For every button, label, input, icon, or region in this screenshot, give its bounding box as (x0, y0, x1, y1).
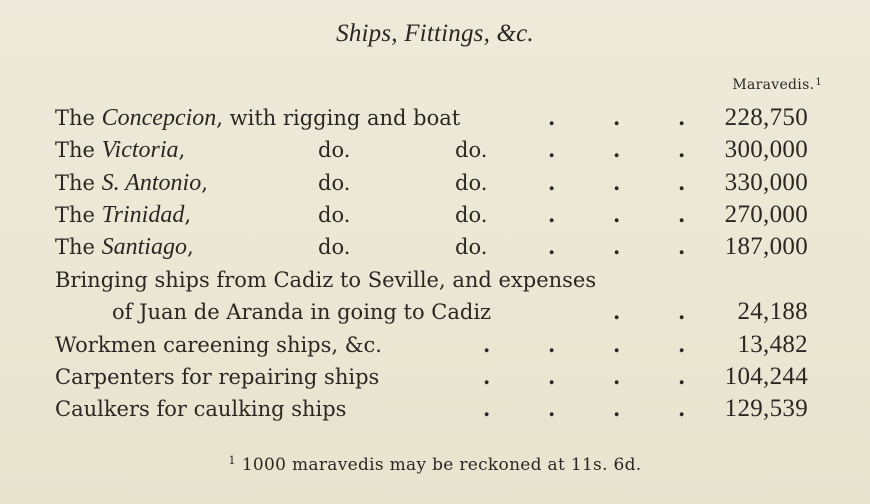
leader-dot: . (613, 105, 621, 130)
amount-cell: 330,000 (724, 169, 808, 196)
ship-name: Trinidad (101, 202, 185, 228)
ledger-row-transport-line1 (0, 264, 870, 296)
ship-entry (55, 199, 191, 231)
item-label-continued: of Juan de Aranda in going to Cadiz (112, 300, 492, 324)
leader-dot: . (678, 332, 686, 357)
leader-dot: . (678, 202, 686, 227)
leader-dot: . (483, 364, 491, 389)
item-label: Carpenters for repairing ships (55, 365, 380, 389)
ledger-row-santiago (0, 231, 870, 263)
amount-cell: 129,539 (724, 395, 808, 422)
ditto-mark: do. (318, 203, 351, 227)
leader-dot: . (613, 202, 621, 227)
ship-prefix: The (55, 106, 102, 130)
footnote-text: 1000 maravedis may be reckoned at 11s. 6d. (241, 455, 642, 475)
leader-dot: . (548, 170, 556, 195)
amount-cell: 13,482 (737, 331, 808, 358)
ship-description: , (186, 235, 194, 259)
leader-dot: . (613, 299, 621, 324)
ledger-row-transport-line2 (0, 296, 870, 328)
amount-cell: 228,750 (724, 104, 808, 131)
ship-prefix: The (55, 138, 102, 162)
amount-cell: 187,000 (724, 233, 808, 260)
ditto-mark: do. (455, 171, 488, 195)
footnote-mark: 1 (228, 454, 236, 467)
leader-dot: . (613, 364, 621, 389)
amount-cell: 104,244 (724, 363, 808, 390)
ditto-mark: do. (455, 138, 488, 162)
column-header-label: Maravedis. (732, 77, 815, 93)
leader-dot: . (613, 137, 621, 162)
footnote (0, 454, 870, 475)
ship-prefix: The (55, 235, 102, 259)
ship-description: , (184, 203, 192, 227)
leader-dot: . (678, 364, 686, 389)
ship-description: , with rigging and boat (216, 106, 461, 130)
leader-dot: . (483, 332, 491, 357)
leader-dot: . (678, 299, 686, 324)
leader-dot: . (483, 396, 491, 421)
leader-dot: . (548, 137, 556, 162)
ledger-row-workmen (0, 329, 870, 361)
leader-dot: . (548, 202, 556, 227)
leader-dot: . (548, 332, 556, 357)
leader-dot: . (613, 396, 621, 421)
amount-cell: 300,000 (724, 136, 808, 163)
ledger-row-victoria (0, 134, 870, 166)
leader-dot: . (548, 105, 556, 130)
leader-dot: . (678, 396, 686, 421)
ship-name: Concepcion (101, 105, 217, 131)
leader-dot: . (678, 105, 686, 130)
leader-dot: . (678, 137, 686, 162)
ship-entry (55, 231, 194, 263)
leader-dot: . (678, 234, 686, 259)
ditto-mark: do. (318, 138, 351, 162)
leader-dot: . (548, 234, 556, 259)
column-header-maravedis (732, 77, 822, 93)
leader-dot: . (613, 234, 621, 259)
ditto-mark: do. (455, 235, 488, 259)
ledger-row-s-antonio (0, 167, 870, 199)
ship-name: Santiago (101, 234, 187, 260)
ditto-mark: do. (455, 203, 488, 227)
ship-name: S. Antonio (101, 170, 202, 196)
ship-description: , (201, 171, 208, 195)
ship-entry (55, 102, 460, 134)
item-label: Bringing ships from Cadiz to Seville, and expenses (55, 268, 597, 292)
ledger-row-concepcion (0, 102, 870, 134)
ditto-mark: do. (318, 171, 351, 195)
item-label: Workmen careening ships, &c. (55, 333, 382, 357)
ledger-row-trinidad (0, 199, 870, 231)
footnote-reference: 1 (815, 77, 822, 88)
ledger-row-carpenters (0, 361, 870, 393)
section-heading: Ships, Fittings, &c. (336, 20, 534, 47)
leader-dot: . (678, 170, 686, 195)
leader-dot: . (613, 332, 621, 357)
ship-description: , (178, 138, 186, 162)
ditto-mark: do. (318, 235, 351, 259)
item-label: Caulkers for caulking ships (55, 397, 347, 421)
ship-entry (55, 134, 185, 166)
ship-prefix: The (55, 171, 102, 195)
leader-dot: . (613, 170, 621, 195)
amount-cell: 270,000 (724, 201, 808, 228)
leader-dot: . (548, 396, 556, 421)
amount-cell: 24,188 (737, 298, 808, 325)
ship-name: Victoria (101, 137, 179, 163)
leader-dot: . (548, 364, 556, 389)
ledger-row-caulkers (0, 393, 870, 425)
ship-prefix: The (55, 203, 102, 227)
ship-entry (55, 167, 208, 199)
